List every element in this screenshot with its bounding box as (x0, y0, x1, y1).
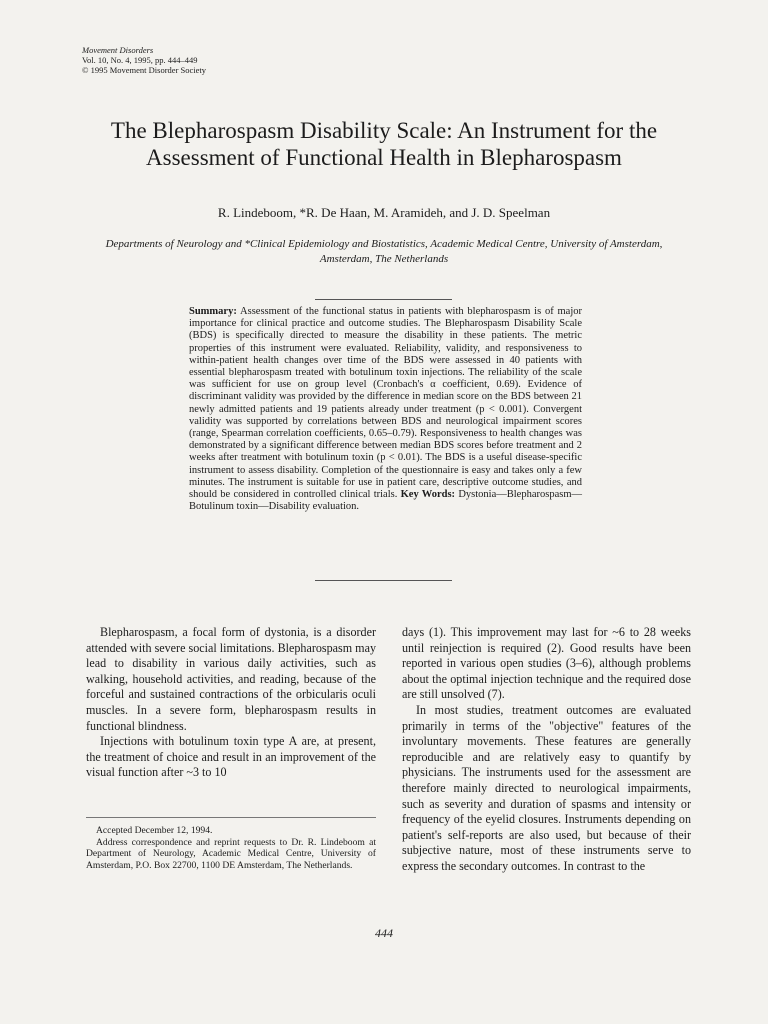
author-list: R. Lindeboom, *R. De Haan, M. Aramideh, and J. D. Speelman (217, 205, 551, 220)
journal-header (82, 45, 206, 75)
footnote-correspondence: Address correspondence and reprint requests to Dr. R. Lindeboom at Department of Neurology, Academic Medical Centre, University of Amsterdam, P.O. Box 22700, 1100 DE Amsterdam, The Netherlands. (86, 836, 376, 871)
keywords-label: Key Words: (400, 489, 456, 501)
body-paragraph: Blepharospasm, a focal form of dystonia, is a disorder attended with severe social limitations. Blepharospasm may lead to disability in various daily activities, such as walking, household activities, and reading, because of the forceful and sustained contractions of the orbicularis oculi muscles. In a severe form, blepharospasm results in functional blindness. (86, 625, 376, 733)
summary-text: Assessment of the functional status in patients with blepharospasm is of major importance for clinical practice and outcome studies. The Blepharospasm Disability Scale (BDS) is specifically directed to measure the disability in these patients. The metric properties of this instrument were evaluated. Reliability, validity, and responsiveness to within-patient health changes over time of the BDS were assessed in 40 patients with essential blepharospasm treated with botulinum toxin injections. The reliability of the scale was sufficient for use on group level (Cronbach's α coefficient, 0.69). Evidence of discriminant validity was provided by the difference in median score on the BDS between 21 newly admitted patients and 19 patients already under treatment (p < 0.001). Convergent validity was supported by correlations between BDS and neurological impairment scores (range, Spearman correlation coefficients, 0.65–0.79). Responsiveness to health changes was demonstrated by a significant difference between median BDS scores before treatment and 2 weeks after treatment with botulinum toxin (p < 0.01). The BDS is a useful disease-specific instrument to assess disability. Completion of the questionnaire is easy and takes only a few minutes. The instrument is suitable for use in patient care, descriptive outcome studies, and should be considered in controlled clinical trials. (189, 306, 582, 501)
journal-name: Movement Disorders (82, 45, 154, 55)
summary-bottom-divider (315, 580, 452, 581)
footnote-block (86, 825, 376, 871)
article-title: The Blepharospasm Disability Scale: An Instrument for the Assessment of Functional Health in Blepharospasm (110, 118, 658, 170)
body-paragraph: Injections with botulinum toxin type A are, at present, the treatment of choice and result in an improvement of the visual function after ~3 to 10 (86, 734, 376, 780)
body-column-left (86, 625, 376, 781)
summary-block (189, 306, 582, 513)
journal-copyright: © 1995 Movement Disorder Society (82, 65, 207, 75)
body-column-right (402, 625, 691, 875)
body-paragraph: In most studies, treatment outcomes are evaluated primarily in terms of the "objective" features of the involuntary movements. These features are generally reproducible and are relatively easy to quantify by physicians. The instruments used for the assessment are therefore mainly directed to neurological impairments, such as severity and duration of spasms and intensity or frequency of the eyelid closures. Instruments depending on patient's self-reports are also used, but because of their subjective nature, most of these instruments serve to express the secondary outcomes. In contrast to the (402, 702, 691, 873)
footnote-accepted: Accepted December 12, 1994. (96, 825, 213, 836)
summary-label: Summary: (189, 306, 237, 317)
journal-volume: Vol. 10, No. 4, 1995, pp. 444–449 (82, 55, 198, 65)
keywords-text: Dystonia—Blepharospasm—Botulinum toxin—Disability evaluation. (189, 489, 582, 513)
page-number: 444 (375, 926, 393, 940)
summary-top-divider (315, 299, 452, 300)
body-paragraph: days (1). This improvement may last for ~6 to 28 weeks until reinjection is required (2). Good results have been reported in various open studies (3–6), although problems about the optimal injection technique and the required dose are still unsolved (7). (402, 625, 691, 702)
affiliation: Departments of Neurology and *Clinical Epidemiology and Biostatistics, Academic Medical Centre, University of Amsterdam, Amsterdam, The Netherlands (105, 238, 663, 265)
footnote-divider (86, 817, 376, 818)
